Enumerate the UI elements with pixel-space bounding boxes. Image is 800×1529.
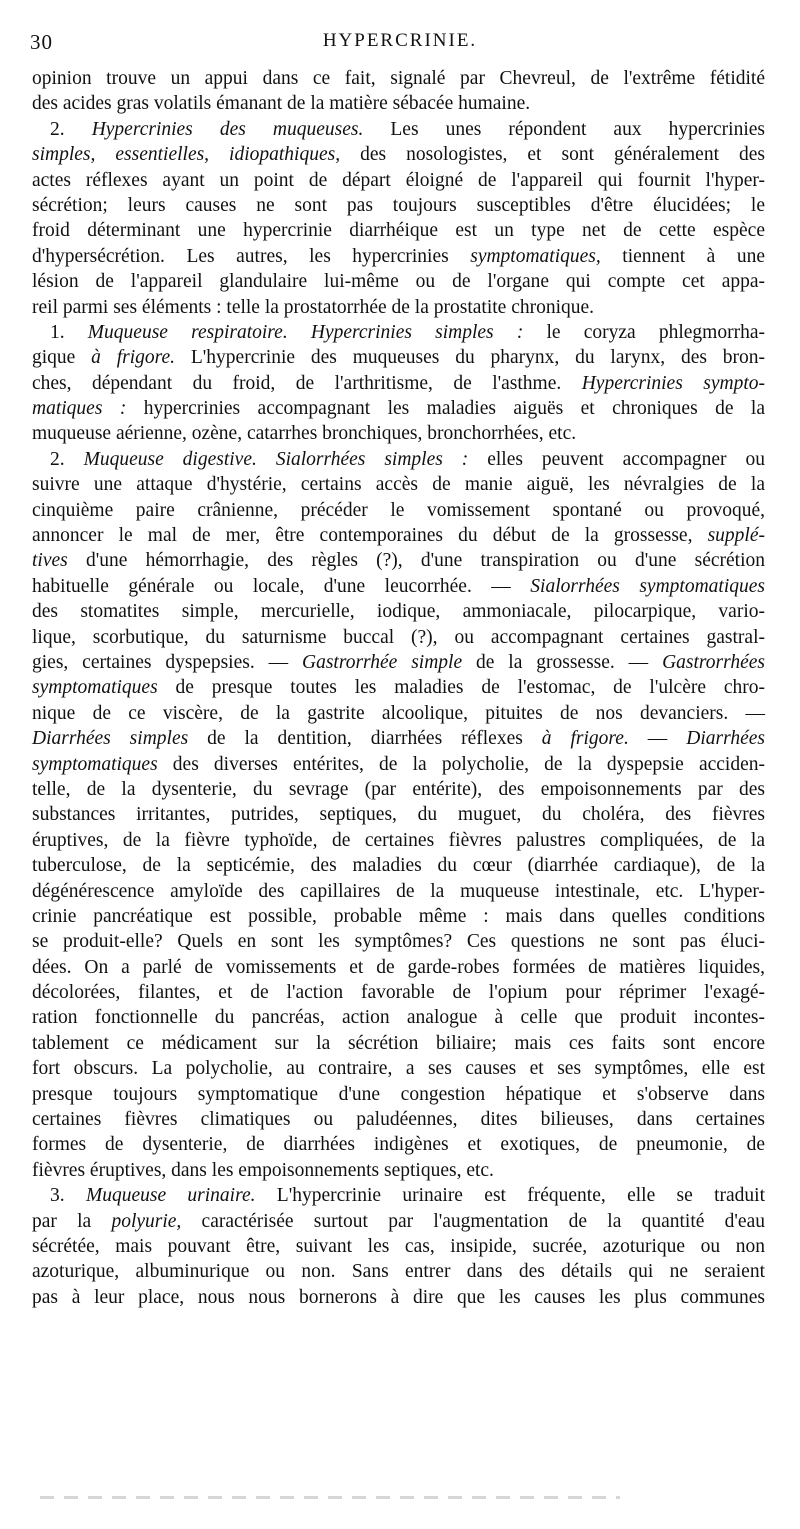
text-line — [32, 142, 765, 167]
text-line — [32, 1132, 765, 1157]
italic-text: à frigore. — [91, 347, 176, 369]
italic-text: Muqueuse urinaire. — [85, 1185, 256, 1207]
text-line — [32, 726, 765, 751]
text-run: L'hypercrinie urinaire est fréquente, elle se traduit — [255, 1185, 766, 1207]
text-line — [32, 1209, 765, 1234]
text-run: opinion trouve un appui dans ce fait, signalé par Chevreul, de l'extrême fétidité — [32, 68, 765, 89]
italic-text: Sialorrhées symptomatiques — [530, 575, 765, 597]
text-run: caractérisée surtout par l'augmentation de la quantité d'eau — [181, 1210, 765, 1232]
text-run: gies, certaines dyspepsies. — — [32, 651, 302, 673]
italic-text: Muqueuse respiratoire. — [87, 321, 288, 343]
text-line — [32, 828, 765, 853]
text-line — [32, 599, 765, 624]
page-header — [30, 30, 770, 58]
text-run: actes réflexes ayant un point de départ éloigné de l'appareil qui fournit l'hyper- — [32, 169, 765, 191]
text-run: presque toujours symptomatique d'une congestion hépatique et s'observe dans — [32, 1083, 765, 1105]
text-line — [32, 371, 765, 396]
text-line — [32, 701, 765, 726]
text-run: tiennent à une — [600, 245, 765, 267]
italic-text: Diarrhées simples — [32, 728, 189, 750]
text-run: azoturique, albuminurique ou non. Sans entrer dans des détails qui ne seraient — [32, 1261, 765, 1283]
italic-text: supplé- — [707, 525, 765, 547]
text-line — [32, 447, 765, 472]
text-line — [32, 1234, 765, 1259]
italic-text: symptomatiques — [32, 753, 158, 775]
text-run: suivre une attaque d'hystérie, certains accès de manie aiguë, les névralgies de la — [32, 474, 765, 496]
text-run: décolorées, filantes, et de l'action favorable de l'opium pour réprimer l'exagé- — [32, 982, 765, 1004]
text-line — [32, 244, 765, 269]
text-run: habituelle générale ou locale, d'une leucorrhée. — — [32, 575, 531, 597]
text-run: Les unes répondent aux hypercrinies — [363, 118, 766, 140]
text-run: tablement ce médicament sur la sécrétion biliaire; mais ces faits sont encore — [32, 1032, 765, 1054]
text-line — [32, 523, 765, 548]
text-line — [32, 650, 765, 675]
text-run: ration fonctionnelle du pancréas, action analogue à celle que produit incontes- — [32, 1007, 765, 1029]
text-run: des acides gras volatils émanant de la matière sébacée humaine. — [32, 93, 531, 115]
text-run: hypercrinies accompagnant les maladies aiguës et chroniques de la — [126, 398, 765, 420]
italic-text: Hypercrinies sympto- — [581, 372, 765, 394]
text-line — [32, 802, 765, 827]
text-run: sécrétée, mais pouvant être, suivant les cas, insipide, sucrée, azoturique ou non — [32, 1235, 765, 1257]
text-line — [32, 218, 765, 243]
text-line — [32, 548, 765, 573]
text-run — [288, 322, 311, 343]
text-run: lésion de l'appareil glandulaire lui-même ou de l'organe qui compte cet appa- — [32, 271, 765, 293]
text-run: pas à leur place, nous nous bornerons à dire que les causes les plus communes — [32, 1286, 765, 1308]
footer-print-marks — [40, 1496, 620, 1499]
text-run: de la grossesse. — — [462, 651, 663, 673]
text-line — [32, 117, 765, 142]
text-line — [32, 879, 765, 904]
text-run: annoncer le mal de mer, être contemporaines du début de la grossesse, — [32, 525, 708, 547]
text-run: le coryza phlegmorrha- — [523, 321, 765, 343]
italic-text: Hypercrinies simples : — [310, 321, 524, 343]
text-run: des diverses entérites, de la polycholie, de la dyspepsie acciden- — [157, 753, 765, 775]
text-run: reil parmi ses éléments : telle la prostatorrhée de la prostatite chronique. — [32, 296, 595, 318]
text-run: 1. — [50, 321, 88, 343]
page-number: 30 — [30, 30, 53, 54]
italic-text: polyurie, — [111, 1210, 182, 1232]
text-line — [32, 955, 765, 980]
text-run: gique — [32, 347, 92, 369]
text-line — [32, 1285, 765, 1310]
italic-text: Gastrorrhées — [662, 651, 765, 673]
text-run: telle, de la dysenterie, du sevrage (par entérite), des empoisonnements par des — [32, 778, 765, 800]
running-title: HYPERCRINIE. — [322, 30, 478, 51]
text-run: certaines fièvres climatiques ou paludéennes, dites bilieuses, dans certaines — [32, 1109, 765, 1131]
text-run: d'une hémorrhagie, des règles (?), d'une transpiration ou d'une sécrétion — [67, 550, 765, 572]
text-run: froid déterminant une hypercrinie diarrhéique est un type net de cette espèce — [32, 220, 765, 242]
text-line — [32, 1259, 765, 1284]
text-run: ches, dépendant du froid, de l'arthritisme, de l'asthme. — [32, 372, 582, 394]
text-run: nique de ce viscère, de la gastrite alcoolique, pituites de nos devanciers. — — [32, 702, 765, 724]
text-line — [32, 1082, 765, 1107]
italic-text: simples, essentielles, idiopathiques, — [32, 144, 341, 166]
text-line — [32, 1107, 765, 1132]
text-line — [32, 1005, 765, 1030]
text-run: 2. — [50, 448, 84, 470]
text-line — [32, 320, 765, 345]
text-line — [32, 777, 765, 802]
italic-text: Sialorrhées simples : — [275, 448, 469, 470]
text-line — [32, 929, 765, 954]
italic-text: tives — [32, 550, 68, 572]
text-line — [32, 904, 765, 929]
text-run — [257, 449, 276, 470]
text-run: dées. On a parlé de vomissements et de garde-robes formées de matières liquides, — [32, 956, 765, 978]
text-line — [32, 853, 765, 878]
italic-text: symptomatiques — [32, 677, 158, 699]
text-run: fièvres éruptives, dans les empoisonnements septiques, etc. — [32, 1159, 494, 1181]
text-run: fort obscurs. La polycholie, au contraire, a ses causes et ses symptômes, elle est — [32, 1058, 765, 1080]
text-run: dégénérescence amyloïde des capillaires de la muqueuse intestinale, etc. L'hyper- — [32, 880, 765, 902]
text-line — [32, 421, 765, 446]
text-line — [32, 752, 765, 777]
text-line — [32, 625, 765, 650]
text-line — [32, 269, 765, 294]
text-run: cinquième paire crânienne, précéder le vomissement spontané ou provoqué, — [32, 499, 765, 521]
text-run: elles peuvent accompagner ou — [468, 448, 765, 470]
text-run: éruptives, de la fièvre typhoïde, de certaines fièvres palustres compliquées, de la — [32, 829, 765, 851]
text-run: se produit-elle? Quels en sont les symptômes? Ces questions ne sont pas éluci- — [32, 931, 765, 953]
text-run: des stomatites simple, mercurielle, iodique, ammoniacale, pilocarpique, vario- — [32, 601, 765, 623]
text-run: de la dentition, diarrhées réflexes — [188, 728, 542, 750]
text-line — [32, 472, 765, 497]
text-line — [32, 168, 765, 193]
text-line — [32, 1056, 765, 1081]
italic-text: Diarrhées — [686, 728, 765, 750]
text-run: des nosologistes, et sont généralement des — [340, 144, 765, 166]
text-line — [32, 345, 765, 370]
italic-text: Muqueuse digestive. — [83, 448, 257, 470]
text-run: 2. — [50, 118, 92, 140]
text-run: L'hypercrinie des muqueuses du pharynx, du larynx, des bron- — [175, 347, 765, 369]
text-line — [32, 675, 765, 700]
text-run: par la — [32, 1210, 112, 1232]
text-line — [32, 1158, 765, 1183]
text-line — [32, 1183, 765, 1208]
text-line — [32, 1031, 765, 1056]
text-line — [32, 66, 765, 91]
text-run: formes de dysenterie, de diarrhées indigènes et exotiques, de pneumonie, de — [32, 1134, 765, 1156]
text-run: — — [628, 728, 687, 750]
body-text — [32, 66, 765, 1310]
text-run: sécrétion; leurs causes ne sont pas toujours susceptibles d'être élucidées; le — [32, 194, 765, 216]
italic-text: Hypercrinies des muqueuses. — [91, 118, 364, 140]
italic-text: symptomatiques, — [470, 245, 601, 267]
text-run: 3. — [50, 1185, 86, 1207]
text-line — [32, 980, 765, 1005]
text-run: d'hypersécrétion. Les autres, les hypercrinies — [32, 245, 471, 267]
text-run: substances irritantes, putrides, septiques, du muguet, du choléra, des fièvres — [32, 804, 765, 826]
text-line — [32, 498, 765, 523]
italic-text: à frigore. — [541, 728, 629, 750]
text-run: muqueuse aérienne, ozène, catarrhes bronchiques, bronchorrhées, etc. — [32, 423, 577, 445]
italic-text: Gastrorrhée simple — [301, 651, 463, 673]
text-line — [32, 574, 765, 599]
text-line — [32, 91, 765, 116]
text-line — [32, 193, 765, 218]
text-line — [32, 295, 765, 320]
text-run: tuberculose, de la septicémie, des maladies du cœur (diarrhée cardiaque), de la — [32, 855, 765, 877]
text-run: crinie pancréatique est possible, probable même : mais dans quelles conditions — [32, 905, 765, 927]
text-run: lique, scorbutique, du saturnisme buccal (?), ou accompagnant certaines gastral- — [32, 626, 765, 648]
italic-text: matiques : — [32, 398, 127, 420]
text-line — [32, 396, 765, 421]
text-run: de presque toutes les maladies de l'estomac, de l'ulcère chro- — [157, 677, 765, 699]
